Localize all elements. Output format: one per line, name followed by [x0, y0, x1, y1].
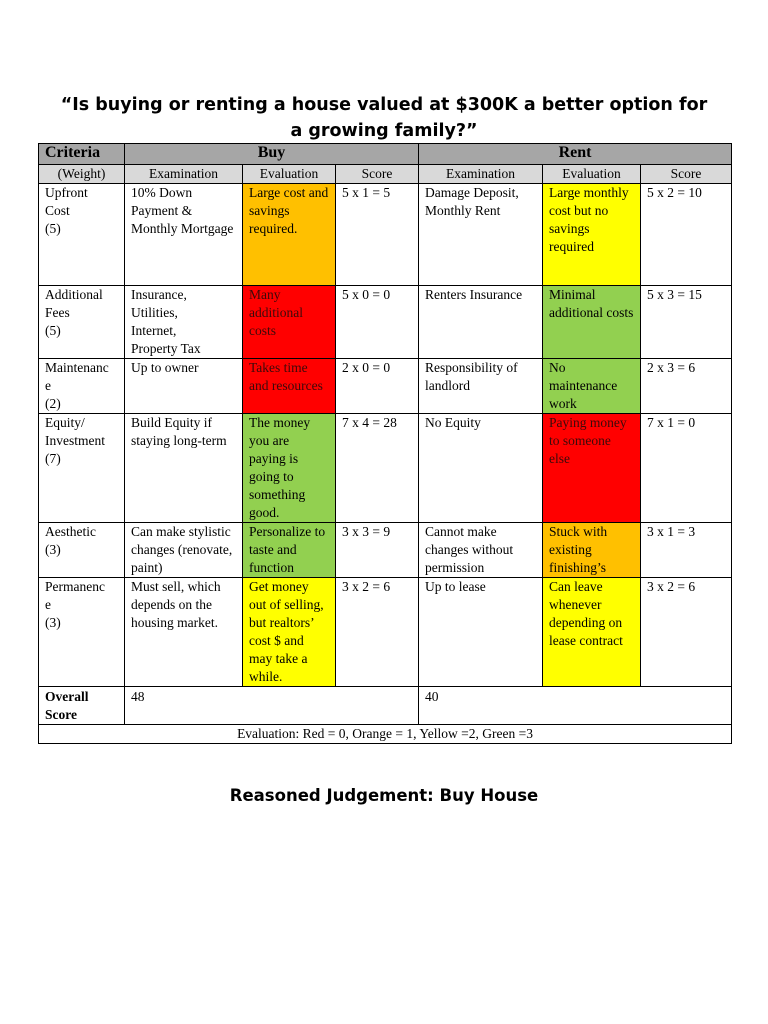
overall-score-row [39, 687, 732, 725]
decision-matrix-table [38, 143, 732, 744]
buy-examination-cell: Can make stylistic changes (renovate, paint) [125, 523, 243, 578]
reasoned-judgement: Reasoned Judgement: Buy House [229, 786, 539, 805]
rent-score-cell: 3 x 1 = 3 [641, 523, 732, 578]
buy-score-cell: 3 x 3 = 9 [336, 523, 419, 578]
buy-evaluation-cell: Get money out of selling, but realtors’ cost $ and may take a while. [243, 578, 336, 687]
rent-total-score: 40 [419, 687, 732, 725]
buy-evaluation-cell: Large cost and savings required. [243, 184, 336, 286]
group-header-row [39, 144, 732, 165]
buy-examination-cell: 10% Down Payment & Monthly Mortgage [125, 184, 243, 286]
rent-evaluation-cell: Stuck with existing finishing’s [543, 523, 641, 578]
rent-evaluation-cell: Large monthly cost but no savings required [543, 184, 641, 286]
table-row [39, 286, 732, 359]
buy-evaluation-header: Evaluation [243, 165, 336, 184]
rent-score-cell: 2 x 3 = 6 [641, 359, 732, 414]
rent-examination-cell: Cannot make changes without permission [419, 523, 543, 578]
buy-evaluation-cell: Takes time and resources [243, 359, 336, 414]
page-title: “Is buying or renting a house valued at $300K a better option for a growing family?” [60, 95, 708, 141]
sub-header-row [39, 165, 732, 184]
rent-examination-cell: Responsibility of landlord [419, 359, 543, 414]
table-row [39, 523, 732, 578]
legend-row [39, 725, 732, 744]
buy-examination-cell: Up to owner [125, 359, 243, 414]
buy-evaluation-cell: Many additional costs [243, 286, 336, 359]
rent-evaluation-cell: Paying money to someone else [543, 414, 641, 523]
buy-evaluation-cell: The money you are paying is going to something good. [243, 414, 336, 523]
table-row [39, 359, 732, 414]
weight-header: (Weight) [39, 165, 125, 184]
criteria-cell: Upfront Cost (5) [39, 184, 125, 286]
rent-evaluation-cell: Can leave whenever depending on lease contract [543, 578, 641, 687]
buy-examination-header: Examination [125, 165, 243, 184]
buy-score-cell: 3 x 2 = 6 [336, 578, 419, 687]
criteria-rows [39, 184, 732, 687]
buy-score-cell: 2 x 0 = 0 [336, 359, 419, 414]
rent-examination-header: Examination [419, 165, 543, 184]
buy-examination-cell: Insurance, Utilities, Internet, Property Tax [125, 286, 243, 359]
criteria-cell: Maintenanc e (2) [39, 359, 125, 414]
table-row [39, 578, 732, 687]
table-row [39, 414, 732, 523]
criteria-header: Criteria [39, 144, 125, 165]
rent-score-header: Score [641, 165, 732, 184]
criteria-cell: Additional Fees (5) [39, 286, 125, 359]
rent-examination-cell: Damage Deposit, Monthly Rent [419, 184, 543, 286]
evaluation-legend: Evaluation: Red = 0, Orange = 1, Yellow =2, Green =3 [39, 725, 732, 744]
buy-examination-cell: Build Equity if staying long-term [125, 414, 243, 523]
rent-examination-cell: Renters Insurance [419, 286, 543, 359]
table-row [39, 184, 732, 286]
overall-score-label: Overall Score [39, 687, 125, 725]
criteria-cell: Permanenc e (3) [39, 578, 125, 687]
rent-score-cell: 3 x 2 = 6 [641, 578, 732, 687]
buy-examination-cell: Must sell, which depends on the housing market. [125, 578, 243, 687]
rent-evaluation-cell: No maintenance work [543, 359, 641, 414]
buy-evaluation-cell: Personalize to taste and function [243, 523, 336, 578]
rent-score-cell: 5 x 2 = 10 [641, 184, 732, 286]
rent-score-cell: 7 x 1 = 0 [641, 414, 732, 523]
buy-score-cell: 7 x 4 = 28 [336, 414, 419, 523]
criteria-cell: Aesthetic (3) [39, 523, 125, 578]
rent-header: Rent [419, 144, 732, 165]
criteria-cell: Equity/ Investment (7) [39, 414, 125, 523]
rent-evaluation-header: Evaluation [543, 165, 641, 184]
rent-examination-cell: No Equity [419, 414, 543, 523]
buy-score-cell: 5 x 0 = 0 [336, 286, 419, 359]
rent-evaluation-cell: Minimal additional costs [543, 286, 641, 359]
buy-header: Buy [125, 144, 419, 165]
buy-score-cell: 5 x 1 = 5 [336, 184, 419, 286]
buy-total-score: 48 [125, 687, 419, 725]
rent-score-cell: 5 x 3 = 15 [641, 286, 732, 359]
buy-score-header: Score [336, 165, 419, 184]
rent-examination-cell: Up to lease [419, 578, 543, 687]
